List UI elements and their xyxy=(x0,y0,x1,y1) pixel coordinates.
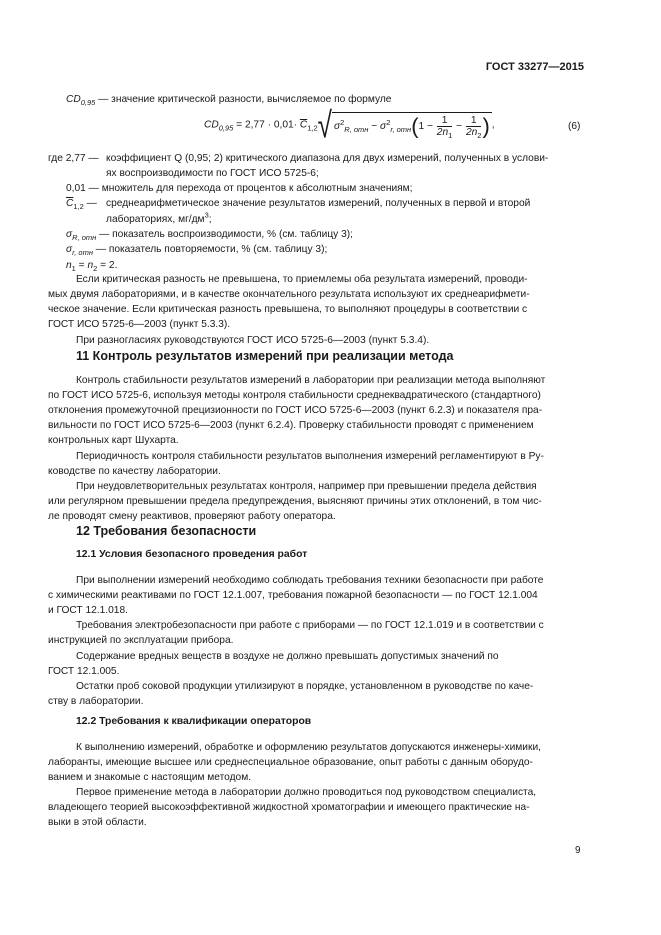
mean-sub: 1,2 xyxy=(73,202,84,212)
para-critical-line2: мых двумя лабораториями, и в качестве окончательного результата используют их среднеарифмети- xyxy=(48,289,530,300)
mean-dash: — xyxy=(83,198,97,209)
cd-symbol: CD xyxy=(66,94,81,105)
s11-line-9: ле проводят смену реактивов, проверяют работу оператора. xyxy=(48,511,336,522)
where-item-mean-line1: среднеарифметическое значение результатов измерений, полученных в первой и второй xyxy=(106,198,531,209)
close-paren: ) xyxy=(482,113,490,139)
sigma-R-sup: 2 xyxy=(340,117,345,127)
sqrt-sign-icon: √ xyxy=(317,104,332,146)
fraction-1-den-sub: 1 xyxy=(448,131,453,141)
n1-symbol: n xyxy=(66,260,72,271)
formula-mean-symbol: $\overline{C}$ xyxy=(299,119,308,131)
sigma-R-text: — показатель воспроизводимости, % (см. таблицу 3); xyxy=(96,229,353,240)
sigma-R-sub: R, отн xyxy=(344,125,369,135)
sigma-R-symbol: σ xyxy=(333,121,341,133)
fraction-1-den: 2n xyxy=(436,127,449,138)
where-lead: где 2,77 — xyxy=(48,153,99,164)
mean-line2-sup: 3 xyxy=(204,210,209,220)
s12-1-line-5: Содержание вредных веществ в воздухе не должно превышать допустимых значений по xyxy=(76,651,499,662)
where-item-sigma-r xyxy=(66,242,327,258)
sigma-r-sup: 2 xyxy=(386,117,391,127)
s11-line-7: При неудовлетворительных результатах контроля, например при превышении предела действия xyxy=(76,481,537,492)
where-item-001 xyxy=(66,181,413,197)
formula-number: (6) xyxy=(568,121,581,132)
subsection-12-1-title: 12.1 Условия безопасного проведения работ xyxy=(76,549,308,560)
mean-symbol: $\overline{C}$ xyxy=(66,198,74,209)
s11-line-1: по ГОСТ ИСО 5725-6, используя методы контроля стабильности среднеквадратического (стандартного) xyxy=(48,390,541,401)
fraction-2-den: 2n xyxy=(465,127,478,138)
para-disagreement: При разногласиях руководствуются ГОСТ ИСО 5725-6—2003 (пункт 5.3.4). xyxy=(76,335,430,346)
sigma-R-term-sub: R, отн xyxy=(72,233,97,243)
para-critical-line4: ГОСТ ИСО 5725-6—2003 (пункт 5.3.3). xyxy=(48,319,231,330)
formula-end: , xyxy=(491,119,495,131)
s12-2-line-2: ванием и знакомые с настоящим методом. xyxy=(48,772,252,783)
sigma-R-term: σ xyxy=(66,229,73,240)
mean-line2-end: ; xyxy=(208,214,212,225)
s11-line-6: ководстве по качеству лаборатории. xyxy=(48,466,221,477)
s11-line-4: контрольных карт Шухарта. xyxy=(48,435,179,446)
fraction-2 xyxy=(465,115,482,141)
sigma-r-sub: r, отн xyxy=(390,125,412,135)
formula-lhs: CD xyxy=(204,119,219,131)
open-paren: ( xyxy=(411,113,419,139)
s12-2-line-5: выки в этой области. xyxy=(48,817,147,828)
where-item-sigma-R xyxy=(66,227,353,243)
s12-1-line-6: ГОСТ 12.1.005. xyxy=(48,666,120,677)
s12-2-line-0: К выполнению измерений, обработке и оформлению результатов допускаются инженеры-химики, xyxy=(76,742,541,753)
s11-line-5: Периодичность контроля стабильности результатов выполнения измерений регламентируют в Ру- xyxy=(76,451,544,462)
where-text-001: множитель для перехода от процентов к абсолютным значениям; xyxy=(101,183,413,194)
section-12-title: 12 Требования безопасности xyxy=(76,524,257,538)
s12-1-line-4: инструкцией по эксплуатации прибора. xyxy=(48,635,234,646)
formula-mean-sub: 1,2 xyxy=(307,123,318,133)
sigma-r-text: — показатель повторяемости, % (см. таблицу 3); xyxy=(92,244,328,255)
fraction-2-den-sub: 2 xyxy=(477,131,482,141)
s11-line-0: Контроль стабильности результатов измерений в лаборатории при реализации метода выполняют xyxy=(76,375,546,386)
s12-2-line-3: Первое применение метода в лаборатории должно проводиться под руководством специалиста, xyxy=(76,787,537,798)
intro-definition-line xyxy=(66,92,391,108)
formula-radicand xyxy=(332,112,492,141)
intro-text: — значение критической разности, вычисляемое по формуле xyxy=(95,94,392,105)
para-critical-line3: ческое значение. Если критическая разность превышена, то выполняют процедуры в соответствии с xyxy=(48,304,528,315)
s11-line-3: вильности по ГОСТ ИСО 5725-6—2003 (пункт 6.2.4). Проверку стабильности проводят с применением xyxy=(48,420,534,431)
s11-line-2: отклонения промежуточной прецизионности по ГОСТ ИСО 5725-6—2003 (пункт 6.2.3) и показателя пра- xyxy=(48,405,543,416)
s12-1-line-3: Требования электробезопасности при работе с приборами — по ГОСТ 12.1.019 и в соответствии с xyxy=(76,620,544,631)
fraction-1-num: 1 xyxy=(437,115,453,127)
formula-minus: − xyxy=(368,121,381,133)
para-critical-line1: Если критическая разность не превышена, то приемлемы оба результата измерений, проводи- xyxy=(76,274,528,285)
fraction-2-num: 1 xyxy=(466,115,482,127)
n2-sub: 2 xyxy=(93,264,98,274)
formula-one-minus: 1 − xyxy=(418,121,436,133)
where-term-001: 0,01 — xyxy=(66,183,99,194)
where-item-q-line1: коэффициент Q (0,95; 2) критического диапазона для двух измерений, полученных в услови- xyxy=(106,153,549,164)
where-item-q-line2: ях воспроизводимости по ГОСТ ИСО 5725-6; xyxy=(106,168,319,179)
s12-2-line-1: лаборанты, имеющие высшее или среднеспециальное образование, опыт работы с данным оборудо- xyxy=(48,757,533,768)
page-number: 9 xyxy=(575,845,581,856)
s12-1-line-0: При выполнении измерений необходимо соблюдать требования техники безопасности при работе xyxy=(76,575,544,586)
cd-subscript: 0,95 xyxy=(80,98,96,108)
sigma-r-term-sub: r, отн xyxy=(72,248,93,258)
sigma-r-symbol: σ xyxy=(380,121,387,133)
formula-constants: = 2,77 · 0,01· xyxy=(233,119,300,131)
formula-minus-2: − xyxy=(453,121,465,133)
mean-line2-text: лабораториях, мг/дм xyxy=(106,214,205,225)
section-11-title: 11 Контроль результатов измерений при реализации метода xyxy=(76,349,454,363)
sigma-r-term: σ xyxy=(66,244,73,255)
where-item-mean-line2 xyxy=(106,212,212,228)
s12-1-line-1: с химическими реактивами по ГОСТ 12.1.007, требования пожарной безопасности — по ГОСТ 12.1.004 xyxy=(48,590,538,601)
document-code-header: ГОСТ 33277—2015 xyxy=(485,61,584,73)
n-eq: = xyxy=(75,260,88,271)
where-term-mean xyxy=(66,196,97,212)
fraction-1 xyxy=(436,115,453,141)
formula-6 xyxy=(204,104,495,146)
subsection-12-2-title: 12.2 Требования к квалификации операторов xyxy=(76,716,312,727)
s12-1-line-2: и ГОСТ 12.1.018. xyxy=(48,605,128,616)
s12-1-line-7: Остатки проб соковой продукции утилизируют в порядке, установленном в руководстве по каче- xyxy=(76,681,534,692)
s12-2-line-4: владеющего теорией высокоэффективной жидкостной хроматографии и имеющего практические на- xyxy=(48,802,530,813)
n1-sub: 1 xyxy=(71,264,76,274)
formula-lhs-sub: 0,95 xyxy=(218,123,234,133)
s12-1-line-8: ству в лаборатории. xyxy=(48,696,144,707)
n-tail: = 2. xyxy=(97,260,118,271)
s11-line-8: или регулярном превышении предела предупреждения, выясняют причины этих отклонений, в том чис- xyxy=(48,496,542,507)
n2-symbol: n xyxy=(87,260,94,271)
